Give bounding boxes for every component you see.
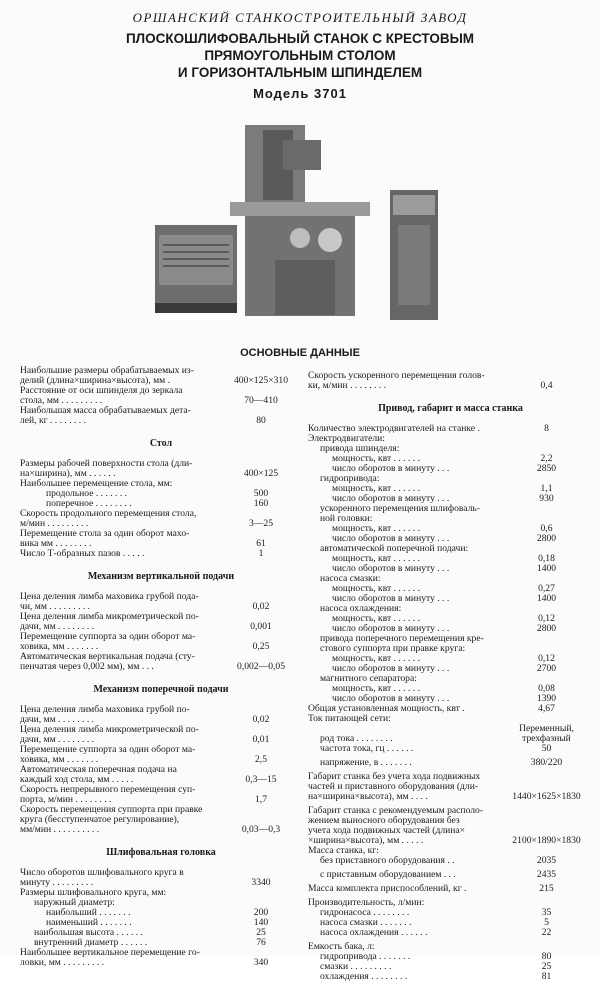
spec-value: 400×125×310 (234, 375, 288, 386)
spec-label: число оборотов в минуту . . . (332, 693, 450, 704)
spec-label: Скорость ускоренного перемещения голов- ки, м/мин . . . . . . . . (308, 370, 485, 391)
spec-row (20, 529, 302, 549)
spec-label: автоматической поперечной подачи: (320, 543, 469, 554)
spec-label: мощность, квт . . . . . . (332, 453, 420, 464)
spec-value: 0,02 (252, 714, 270, 725)
spec-label: продольное . . . . . . . (46, 488, 128, 499)
spec-value: 1,1 (540, 483, 553, 494)
spec-row (20, 549, 302, 559)
spec-value: 215 (539, 883, 554, 894)
spec-label: мощность, квт . . . . . . (332, 483, 420, 494)
spec-row (20, 705, 302, 725)
spec-label: внутренний диаметр . . . . . . (34, 937, 148, 948)
spec-value: 0,02 (252, 601, 270, 612)
spec-value: 1390 (536, 693, 557, 704)
spec-label: мощность, квт . . . . . . (332, 683, 420, 694)
spec-label: поперечное . . . . . . . . (46, 498, 132, 509)
spec-label: частота тока, гц . . . . . . (320, 743, 414, 754)
spec-value: 25 (541, 961, 552, 972)
spec-label: Производительность, л/мин: (308, 897, 425, 908)
spec-label: род тока . . . . . . . . (320, 733, 393, 744)
spec-value: 2700 (536, 663, 557, 674)
spec-value: 61 (256, 538, 266, 549)
spec-label: магнитного сепаратора: (320, 673, 417, 684)
spec-value: 0,25 (252, 641, 270, 652)
spec-label: Цена деления лимба маховика грубой по- дачи, мм . . . . . . . . (20, 704, 190, 725)
spec-label: мощность, квт . . . . . . (332, 553, 420, 564)
spec-value: 81 (541, 971, 552, 982)
spec-value: 1400 (536, 593, 557, 604)
spec-label: с приставным оборудованием . . . (320, 869, 456, 880)
spec-value: 200 (253, 907, 269, 918)
spec-row (308, 504, 593, 524)
spec-value: 160 (253, 498, 269, 509)
spec-row (20, 745, 302, 765)
spec-value: 0,4 (540, 380, 553, 391)
spec-label: Емкость бака, л: (308, 941, 375, 952)
spec-row (308, 724, 593, 744)
spec-value: 500 (253, 488, 269, 499)
spec-row (308, 972, 593, 982)
spec-label: Расстояние от оси шпинделя до зеркала стола, мм . . . . . . . . . (20, 385, 183, 406)
spec-label: Ток питающей сети: (308, 713, 391, 724)
spec-row (308, 884, 593, 894)
spec-label: Автоматическая поперечная подача на каждый ход стола, мм . . . . . (20, 764, 177, 785)
main-heading: ОСНОВНЫЕ ДАННЫЕ (240, 347, 360, 359)
spec-value: 3—25 (249, 518, 273, 529)
spec-label: Наибольшее вертикальное перемещение го- ловки, мм . . . . . . . . . (20, 947, 200, 968)
spec-value: 1,7 (255, 794, 267, 805)
spec-row (308, 806, 593, 846)
spec-row (20, 632, 302, 652)
spec-label: смазки . . . . . . . . . (320, 961, 392, 972)
spec-label: Скорость перемещения суппорта при правке круга (бесступенчатое регулирование), мм/мин . . . . . . . . . . (20, 804, 203, 835)
spec-label: охлаждения . . . . . . . . (320, 971, 408, 982)
spec-value: 2800 (536, 533, 557, 544)
spec-label: Масса станка, кг: (308, 845, 379, 856)
spec-value: 0,3—15 (245, 774, 277, 785)
spec-value: 50 (541, 743, 552, 754)
spec-label: число оборотов в минуту . . . (332, 533, 450, 544)
spec-label: насоса охлаждения: (320, 603, 402, 614)
spec-value: 80 (541, 951, 552, 962)
spec-value: 80 (256, 415, 266, 426)
spec-label: число оборотов в минуту . . . (332, 623, 450, 634)
spec-value: 0,03—0,3 (241, 824, 281, 835)
spec-row (20, 612, 302, 632)
spec-value: 140 (253, 917, 269, 928)
spec-label: Масса комплекта приспособлений, кг . (308, 883, 467, 894)
spec-value: 930 (539, 493, 554, 504)
spec-label: Наибольшая масса обрабатываемых дета- лей, кг . . . . . . . . (20, 405, 191, 426)
spec-row (20, 868, 302, 888)
spec-value: 0,002—0,05 (237, 661, 285, 672)
spec-label: число оборотов в минуту . . . (332, 463, 450, 474)
spec-value: 0,01 (252, 734, 270, 745)
spec-label: без приставного оборудования . . (320, 855, 455, 866)
spec-value: 0,12 (538, 613, 555, 624)
spec-value: 70—410 (244, 395, 278, 406)
spec-label: Цена деления лимба маховика грубой пода- чи, мм . . . . . . . . . (20, 591, 199, 612)
spec-label: Число оборотов шлифовального круга в минуту . . . . . . . . . (20, 867, 184, 888)
spec-value: 2,2 (540, 453, 553, 464)
spec-label: мощность, квт . . . . . . (332, 653, 420, 664)
right-column (308, 371, 593, 982)
spec-value: 3340 (251, 877, 271, 888)
model-label: Модель 3701 (253, 86, 347, 101)
spec-value: 25 (256, 927, 266, 938)
spec-value: 76 (256, 937, 266, 948)
spec-label: Перемещение стола за один оборот махо- вика мм . . . . . . . . (20, 528, 190, 549)
spec-row (20, 652, 302, 672)
spec-value: 5 (544, 917, 549, 928)
spec-value: 0,12 (538, 653, 555, 664)
spec-value: 2850 (536, 463, 557, 474)
spec-label: Цена деления лимба микрометрической по- дачи, мм . . . . . . . . (20, 724, 199, 745)
document-title: ПЛОСКОШЛИФОВАЛЬНЫЙ СТАНОК С КРЕСТОВЫМ ПРЯМОУГОЛЬНЫМ СТОЛОМ И ГОРИЗОНТАЛЬНЫМ ШПИНДЕЛЕМ (125, 31, 475, 80)
spec-label: наибольший . . . . . . . (46, 907, 131, 918)
spec-label: насоса охлаждения . . . . . . (320, 927, 428, 938)
spec-label: Цена деления лимба микрометрической по- дачи, мм . . . . . . . . (20, 611, 199, 632)
spec-label: напряжение, в . . . . . . . (320, 757, 412, 768)
spec-label: мощность, квт . . . . . . (332, 583, 420, 594)
spec-label: Размеры шлифовального круга, мм: (20, 887, 167, 898)
section-heading: Механизм поперечной подачи (93, 684, 229, 695)
spec-label: Количество электродвигателей на станке . (308, 423, 480, 434)
spec-label: ускоренного перемещения шлифоваль- ной головки: (320, 503, 480, 524)
spec-label: Наибольшие размеры обрабатываемых из- делий (длина×ширина×высота), мм . (20, 365, 194, 386)
spec-label: Скорость продольного перемещения стола, м/мин . . . . . . . . . (20, 508, 197, 529)
spec-label: гидронасоса . . . . . . . . (320, 907, 410, 918)
spec-row (20, 459, 302, 479)
spec-value: 0,08 (538, 683, 555, 694)
spec-row (20, 765, 302, 785)
spec-value: Переменный, трехфазный (519, 723, 574, 744)
spec-row (308, 870, 593, 880)
spec-label: гидропривода . . . . . . . (320, 951, 411, 962)
spec-row (308, 758, 593, 768)
spec-value: 2435 (536, 869, 557, 880)
spec-value: 380/220 (530, 757, 563, 768)
spec-label: насоса смазки: (320, 573, 381, 584)
spec-value: 22 (541, 927, 552, 938)
spec-value: 0,001 (250, 621, 272, 632)
spec-label: число оборотов в минуту . . . (332, 493, 450, 504)
spec-value: 400×125 (243, 468, 279, 479)
spec-value: 1440×1625×1830 (512, 791, 581, 802)
machine-photo (145, 120, 455, 335)
spec-row (20, 785, 302, 805)
spec-row (308, 634, 593, 654)
spec-row (308, 744, 593, 754)
spec-label: Скорость непрерывного перемещения суп- порта, м/мин . . . . . . . . (20, 784, 196, 805)
spec-value: 2100×1890×1830 (512, 835, 581, 846)
spec-label: число оборотов в минуту . . . (332, 563, 450, 574)
spec-label: Перемещение суппорта за один оборот ма- ховика, мм . . . . . . . (20, 631, 196, 652)
left-column (20, 366, 302, 968)
spec-label: наименьший . . . . . . . (46, 917, 132, 928)
spec-label: Перемещение суппорта за один оборот ма- ховика, мм . . . . . . . (20, 744, 196, 765)
spec-label: Габарит станка без учета хода подвижных частей и приставного оборудования (дли- на×ширина×высота), мм . . . . (308, 771, 481, 802)
spec-value: 1 (258, 548, 264, 559)
spec-label: Электродвигатели: (308, 433, 385, 444)
spec-value: 0,27 (538, 583, 555, 594)
spec-label: наибольшая высота . . . . . . (34, 927, 143, 938)
spec-label: Размеры рабочей поверхности стола (дли- на×ширина), мм . . . . . . (20, 458, 193, 479)
spec-label: наружный диаметр: (34, 897, 115, 908)
spec-label: число оборотов в минуту . . . (332, 593, 450, 604)
spec-label: гидропривода: (320, 473, 380, 484)
spec-label: Габарит станка с рекомендуемым располо- жением выносного оборудования без учета хода подвижных частей (длина× ×ширина×высота), мм . . . . . (308, 805, 484, 846)
spec-row (20, 386, 302, 406)
spec-row (20, 805, 302, 835)
spec-row (308, 928, 593, 938)
spec-value: 0,6 (540, 523, 553, 534)
spec-value: 4,67 (538, 703, 555, 714)
spec-row (20, 406, 302, 426)
spec-label: число оборотов в минуту . . . (332, 663, 450, 674)
spec-row (308, 856, 593, 866)
spec-label: мощность, квт . . . . . . (332, 523, 420, 534)
spec-row (308, 772, 593, 802)
spec-row (20, 592, 302, 612)
spec-row (20, 948, 302, 968)
spec-label: привода шпинделя: (320, 443, 400, 454)
spec-value: 2035 (536, 855, 557, 866)
section-heading: Стол (149, 438, 173, 449)
spec-row (20, 366, 302, 386)
spec-label: привода поперечного перемещения кре- стового суппорта при правке круга: (320, 633, 484, 654)
spec-label: насоса смазки . . . . . . . (320, 917, 412, 928)
spec-value: 35 (541, 907, 552, 918)
spec-label: мощность, квт . . . . . . (332, 613, 420, 624)
spec-label: Автоматическая вертикальная подача (сту- пенчатая через 0,002 мм), мм . . . (20, 651, 195, 672)
plant-name: ОРШАНСКИЙ СТАНКОСТРОИТЕЛЬНЫЙ ЗАВОД (132, 10, 468, 25)
spec-value: 2800 (536, 623, 557, 634)
spec-label: Число Т-образных пазов . . . . . (20, 548, 145, 559)
spec-value: 8 (544, 423, 549, 434)
spec-value: 0,18 (538, 553, 555, 564)
section-heading: Механизм вертикальной подачи (87, 571, 235, 582)
spec-label: Общая установленная мощность, квт . (308, 703, 465, 714)
spec-value: 2,5 (255, 754, 267, 765)
section-heading: Привод, габарит и масса станка (378, 403, 523, 414)
spec-label: Наибольшее перемещение стола, мм: (20, 478, 173, 489)
spec-value: 1400 (536, 563, 557, 574)
spec-row (20, 725, 302, 745)
spec-value: 340 (253, 957, 269, 968)
spec-row (308, 371, 593, 391)
section-heading: Шлифовальная головка (106, 847, 216, 858)
spec-row (20, 509, 302, 529)
